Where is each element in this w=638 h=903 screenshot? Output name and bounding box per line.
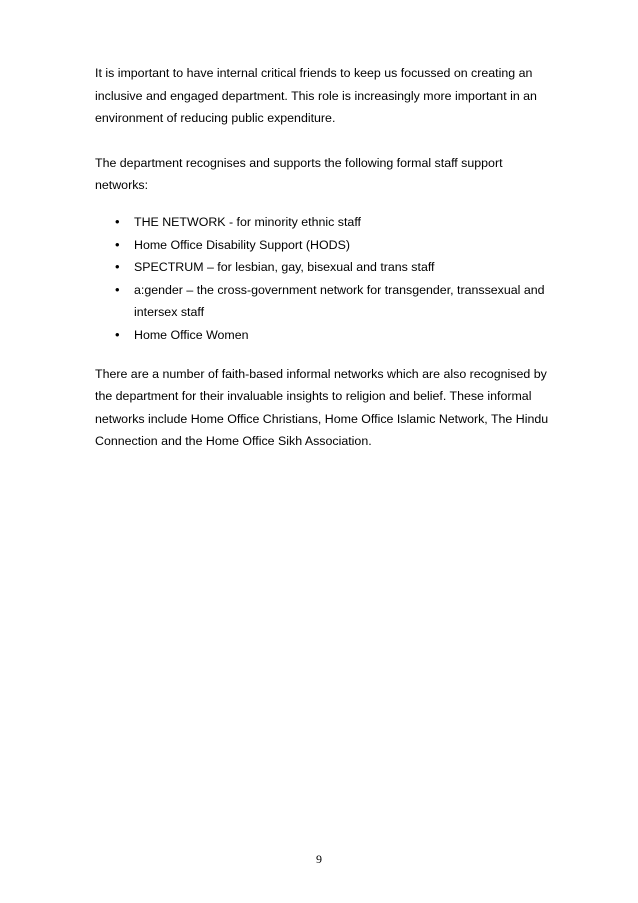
list-item: [95, 324, 555, 347]
formal-networks-list: [95, 211, 555, 347]
bullet-icon: •: [115, 213, 120, 229]
bullet-icon: •: [115, 259, 120, 275]
page-number: 9: [316, 852, 322, 866]
network-label: SPECTRUM – for lesbian, gay, bisexual and trans staff: [134, 260, 435, 275]
paragraph-formal-networks-intro: The department recognises and supports the following formal staff support networks:: [95, 155, 503, 193]
list-item: [95, 279, 555, 324]
network-label: Home Office Women: [134, 327, 249, 342]
page-content: [95, 62, 555, 475]
bullet-icon: •: [115, 326, 120, 342]
bullet-icon: •: [115, 281, 120, 297]
list-item: [95, 256, 555, 279]
list-item: [95, 234, 555, 257]
network-label: THE NETWORK - for minority ethnic staff: [134, 214, 361, 229]
list-item: [95, 211, 555, 234]
paragraph-faith-networks: There are a number of faith-based informal networks which are also recognised by the department for their invaluable insights to religion and belief. These informal networks include Home Office Christians, Home Office Islamic Network, The Hindu Connection and the Home Office Sikh Association.: [95, 366, 549, 449]
network-label: Home Office Disability Support (HODS): [134, 237, 350, 252]
paragraph-critical-friends: It is important to have internal critical friends to keep us focussed on creating an inclusive and engaged department. This role is increasingly more important in an environment of reducing public expenditure.: [95, 66, 537, 126]
bullet-icon: •: [115, 236, 120, 252]
network-label: a:gender – the cross-government network for transgender, transsexual and intersex staff: [134, 282, 545, 320]
